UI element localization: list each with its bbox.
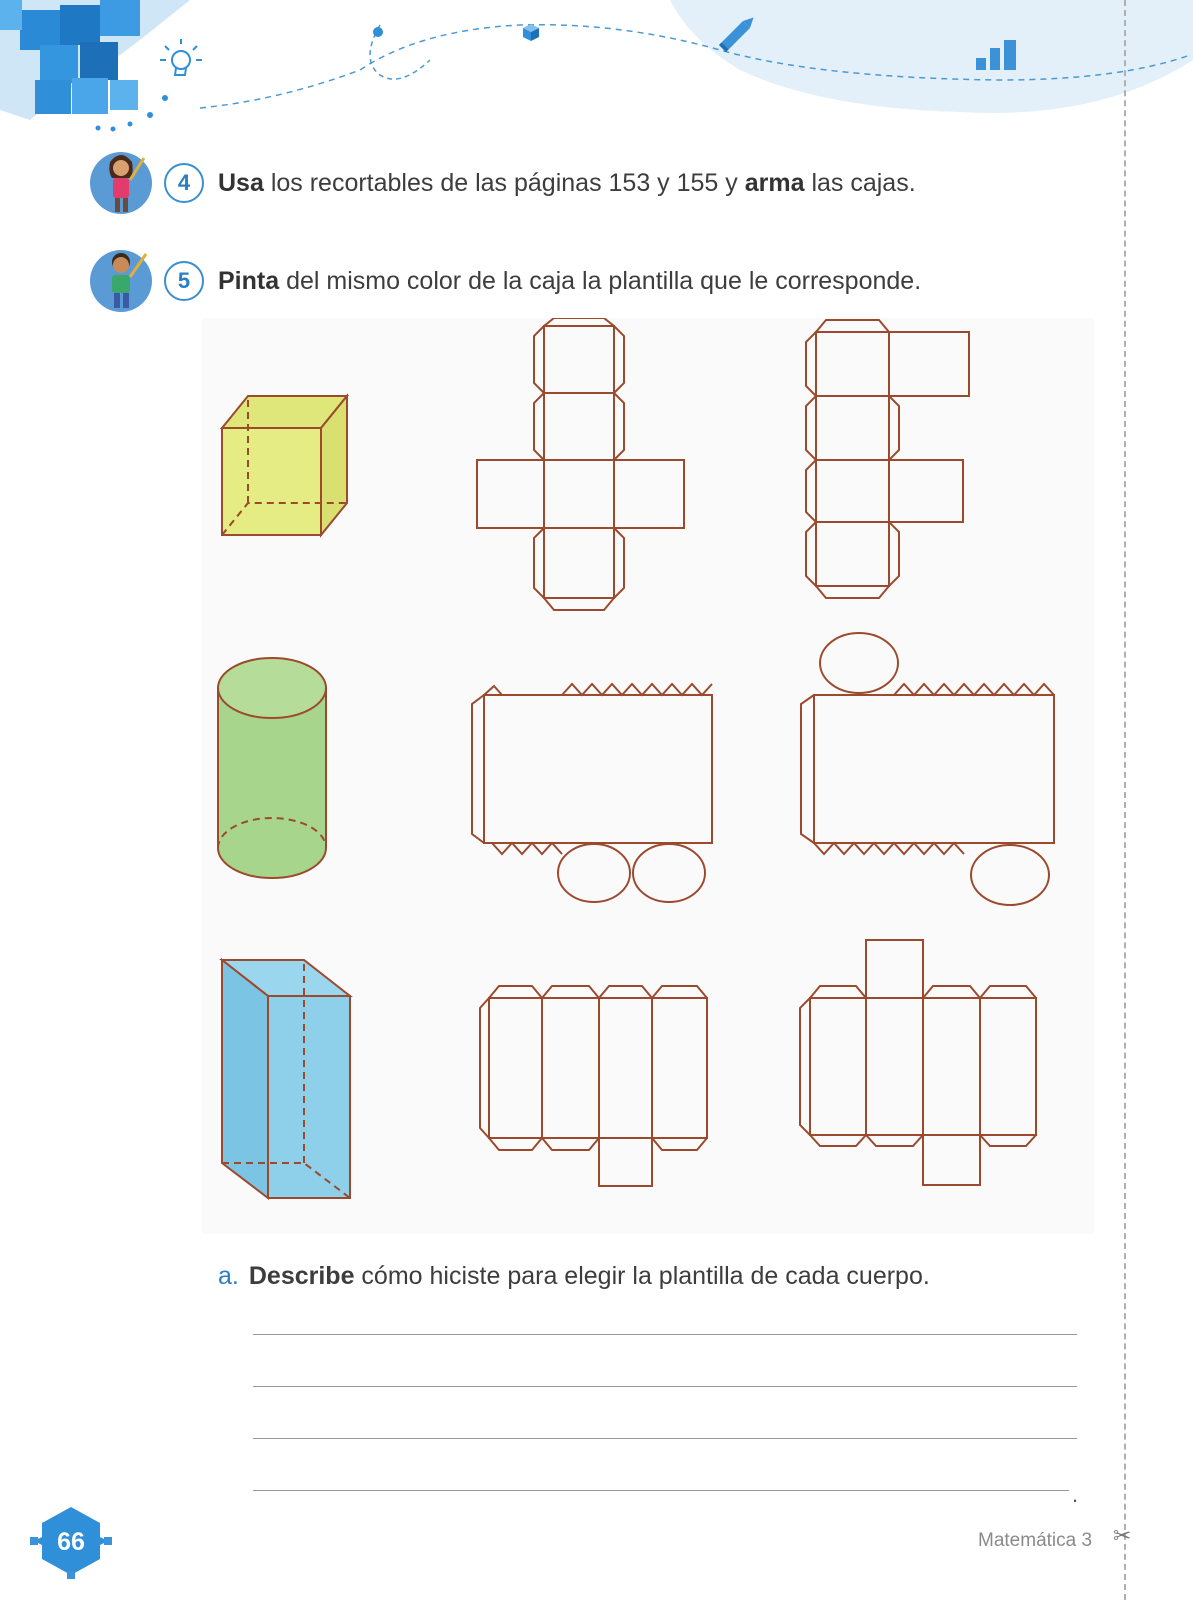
cylinder-net-2: [801, 633, 1054, 905]
question-a: [218, 1262, 930, 1291]
activity-4-verb: Usa: [218, 168, 264, 197]
activity-4-text-middle: los recortables de las páginas 153 y 155 y: [263, 168, 745, 197]
activity-4-verb2: arma: [744, 168, 805, 197]
answer-line-1[interactable]: [253, 1334, 1077, 1335]
activity-4-instruction: [218, 169, 916, 198]
answer-line-3[interactable]: [253, 1438, 1077, 1439]
cylinder-solid: [218, 658, 326, 878]
activity-5-verb: Pinta: [218, 266, 280, 295]
question-letter: a.: [218, 1262, 239, 1290]
header-decoration: [0, 0, 1193, 150]
activity-5-text-rest: del mismo color de la caja la plantilla que le corresponde.: [279, 266, 922, 295]
pin-icon: [373, 27, 383, 37]
activity-4: [90, 152, 916, 214]
figure-svg: [202, 318, 1094, 1234]
cut-line: [1124, 0, 1126, 1600]
prism-net-1: [480, 986, 707, 1186]
answer-line-2[interactable]: [253, 1386, 1077, 1387]
question-text: cómo hiciste para elegir la plantilla de cada cuerpo.: [354, 1262, 930, 1290]
girl-writing-avatar: [90, 152, 152, 214]
cube-icon: [523, 24, 539, 41]
cylinder-net-1: [472, 684, 712, 902]
rectangular-prism-solid: [222, 960, 350, 1198]
solids-and-nets-figure: [202, 318, 1094, 1234]
scissors-icon: ✂: [1113, 1523, 1132, 1548]
activity-number-badge: 5: [164, 261, 204, 301]
lightbulb-icon: [160, 39, 202, 75]
boy-writing-avatar: [90, 250, 152, 312]
cube-net-cross: [477, 318, 684, 610]
cube-net-alternative: [806, 320, 969, 598]
cube-solid: [222, 396, 347, 535]
answer-line-4[interactable]: [253, 1490, 1069, 1491]
answer-end-mark: .: [1072, 1482, 1079, 1507]
activity-4-text-end: las cajas.: [804, 168, 916, 197]
page-number: 66: [57, 1527, 85, 1556]
activity-5-instruction: [218, 267, 921, 296]
question-verb: Describe: [248, 1262, 355, 1290]
activity-number-badge: 4: [164, 163, 204, 203]
activity-5: [90, 250, 921, 312]
prism-net-2: [800, 940, 1036, 1185]
book-title: Matemática 3: [978, 1530, 1093, 1551]
